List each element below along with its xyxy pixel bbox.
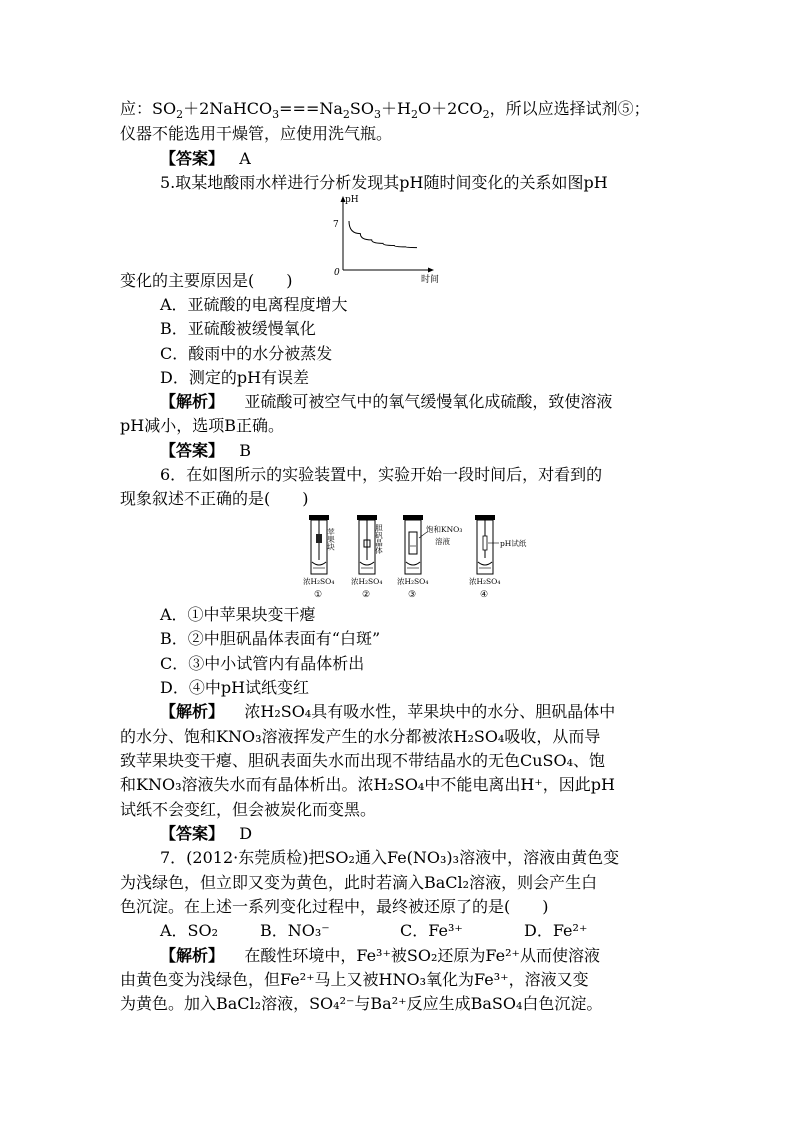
q5-analysis-line2: pH减小，选项B正确。 (120, 416, 284, 435)
y-tick-label: 7 (333, 220, 339, 230)
apparatus-3-num: ③ (408, 590, 417, 600)
origin-label: 0 (334, 268, 340, 278)
q4-equation-line: 应：$SO_2+2NaHCO_3===Na_2SO_3+H_2O+2CO_2$，所以应选择试剂⑤； (120, 99, 650, 122)
q4-answer (160, 148, 251, 170)
q5-ph-chart (325, 192, 450, 284)
x-axis-arrow (428, 268, 434, 273)
apparatus-3 (397, 515, 462, 600)
svg-text:溶液: 溶液 (435, 537, 450, 546)
analysis-tag: 【解析】 (160, 702, 225, 721)
apparatus-2-label: 胆矾晶体 (374, 524, 384, 554)
answer-value: A (239, 149, 251, 168)
q6-option-d: D．④中pH试纸变红 (160, 678, 310, 697)
apparatus-2-base: 浓H₂SO₄ (351, 577, 383, 586)
q5-stem-line2: 变化的主要原因是( ) (120, 271, 293, 290)
answer-value: D (239, 824, 253, 843)
q7-option-b: B．NO₃⁻ (260, 921, 330, 940)
x-axis-label: 时间 (421, 275, 440, 284)
q7-analysis-line1: 【解析】 在酸性环境中，Fe³⁺被SO₂还原为Fe²⁺从而使溶液 (160, 946, 600, 965)
q5-option-d: D．测定的pH有误差 (160, 368, 310, 387)
q6-analysis-line3: 致苹果块变干瘪、胆矾表面失水而出现不带结晶水的无色CuSO₄、饱 (120, 751, 606, 770)
q5-analysis-line1: 【解析】 亚硫酸可被空气中的氧气缓慢氧化成硫酸，致使溶液 (160, 392, 613, 411)
answer-tag: 【答案】 (160, 441, 225, 460)
apparatus-4-label: pH试纸 (500, 539, 527, 548)
q4-text-line: 仪器不能选用干燥管，应使用洗气瓶。 (120, 124, 393, 143)
apparatus-1 (303, 515, 336, 600)
q6-option-a: A．①中苹果块变干瘪 (160, 605, 316, 624)
q7-stem-line2: 为浅绿色，但立即又变为黄色，此时若滴入BaCl₂溶液，则会产生白 (120, 873, 598, 892)
apparatus-2-num: ② (362, 590, 371, 600)
apparatus-1-base: 浓H₂SO₄ (303, 577, 335, 586)
ph-curve (349, 221, 417, 248)
answer-tag: 【答案】 (160, 149, 225, 168)
q6-option-b: B．②中胆矾晶体表面有“白斑” (160, 629, 381, 648)
answer-value: B (239, 441, 252, 460)
q5-answer (160, 440, 251, 462)
q6-analysis-line5: 试纸不会变红，但会被炭化而变黑。 (120, 800, 377, 819)
apparatus-4 (469, 515, 527, 600)
analysis-tag: 【解析】 (160, 392, 225, 411)
q7-analysis-line2: 由黄色变为浅绿色，但Fe²⁺马上又被HNO₃氧化为Fe³⁺，溶液又变 (120, 970, 589, 989)
q6-answer (160, 823, 252, 845)
analysis-tag: 【解析】 (160, 946, 225, 965)
q7-option-a: A．SO₂ (160, 921, 219, 940)
apparatus-4-num: ④ (480, 590, 489, 600)
q6-stem-line1: 6．在如图所示的实验装置中，实验开始一段时间后，对看到的 (160, 465, 603, 484)
q6-option-c: C．③中小试管内有晶体析出 (160, 654, 365, 673)
apparatus-4-base: 浓H₂SO₄ (469, 577, 501, 586)
q7-option-c: C．Fe³⁺ (400, 921, 463, 940)
apparatus-3-base: 浓H₂SO₄ (397, 577, 429, 586)
apparatus-1-label: 苹果块 (326, 528, 336, 551)
y-axis-label: pH (345, 195, 359, 205)
apparatus-2 (351, 515, 384, 600)
q7-option-d: D．Fe²⁺ (524, 921, 588, 940)
q7-stem-line1: 7．(2012·东莞质检)把SO₂通入Fe(NO₃)₃溶液中，溶液由黄色变 (160, 848, 620, 867)
q5-stem-line1: 5.取某地酸雨水样进行分析发现其pH随时间变化的关系如图pH (160, 173, 608, 192)
q6-apparatus-figure (295, 512, 555, 600)
apparatus-3-label: 饱和KNO₃ (426, 525, 463, 534)
q5-option-c: C．酸雨中的水分被蒸发 (160, 344, 333, 363)
q5-option-a: A．亚硫酸的电离程度增大 (160, 295, 348, 314)
q6-analysis-line4: 和KNO₃溶液失水而有晶体析出。浓H₂SO₄中不能电离出H⁺，因此pH (120, 775, 615, 794)
q6-stem-line2: 现象叙述不正确的是( ) (120, 489, 309, 508)
answer-tag: 【答案】 (160, 824, 225, 843)
q7-stem-line3: 色沉淀。在上述一系列变化过程中，最终被还原了的是( ) (120, 897, 549, 916)
q6-analysis-line2: 的水分、饱和KNO₃溶液挥发产生的水分都被浓H₂SO₄吸收，从而导 (120, 727, 601, 746)
q6-analysis-line1: 【解析】 浓H₂SO₄具有吸水性，苹果块中的水分、胆矾晶体中 (160, 702, 616, 721)
apparatus-1-num: ① (314, 590, 323, 600)
q5-option-b: B．亚硫酸被缓慢氧化 (160, 319, 316, 338)
q7-analysis-line3: 为黄色。加入BaCl₂溶液，SO₄²⁻与Ba²⁺反应生成BaSO₄白色沉淀。 (120, 994, 603, 1013)
